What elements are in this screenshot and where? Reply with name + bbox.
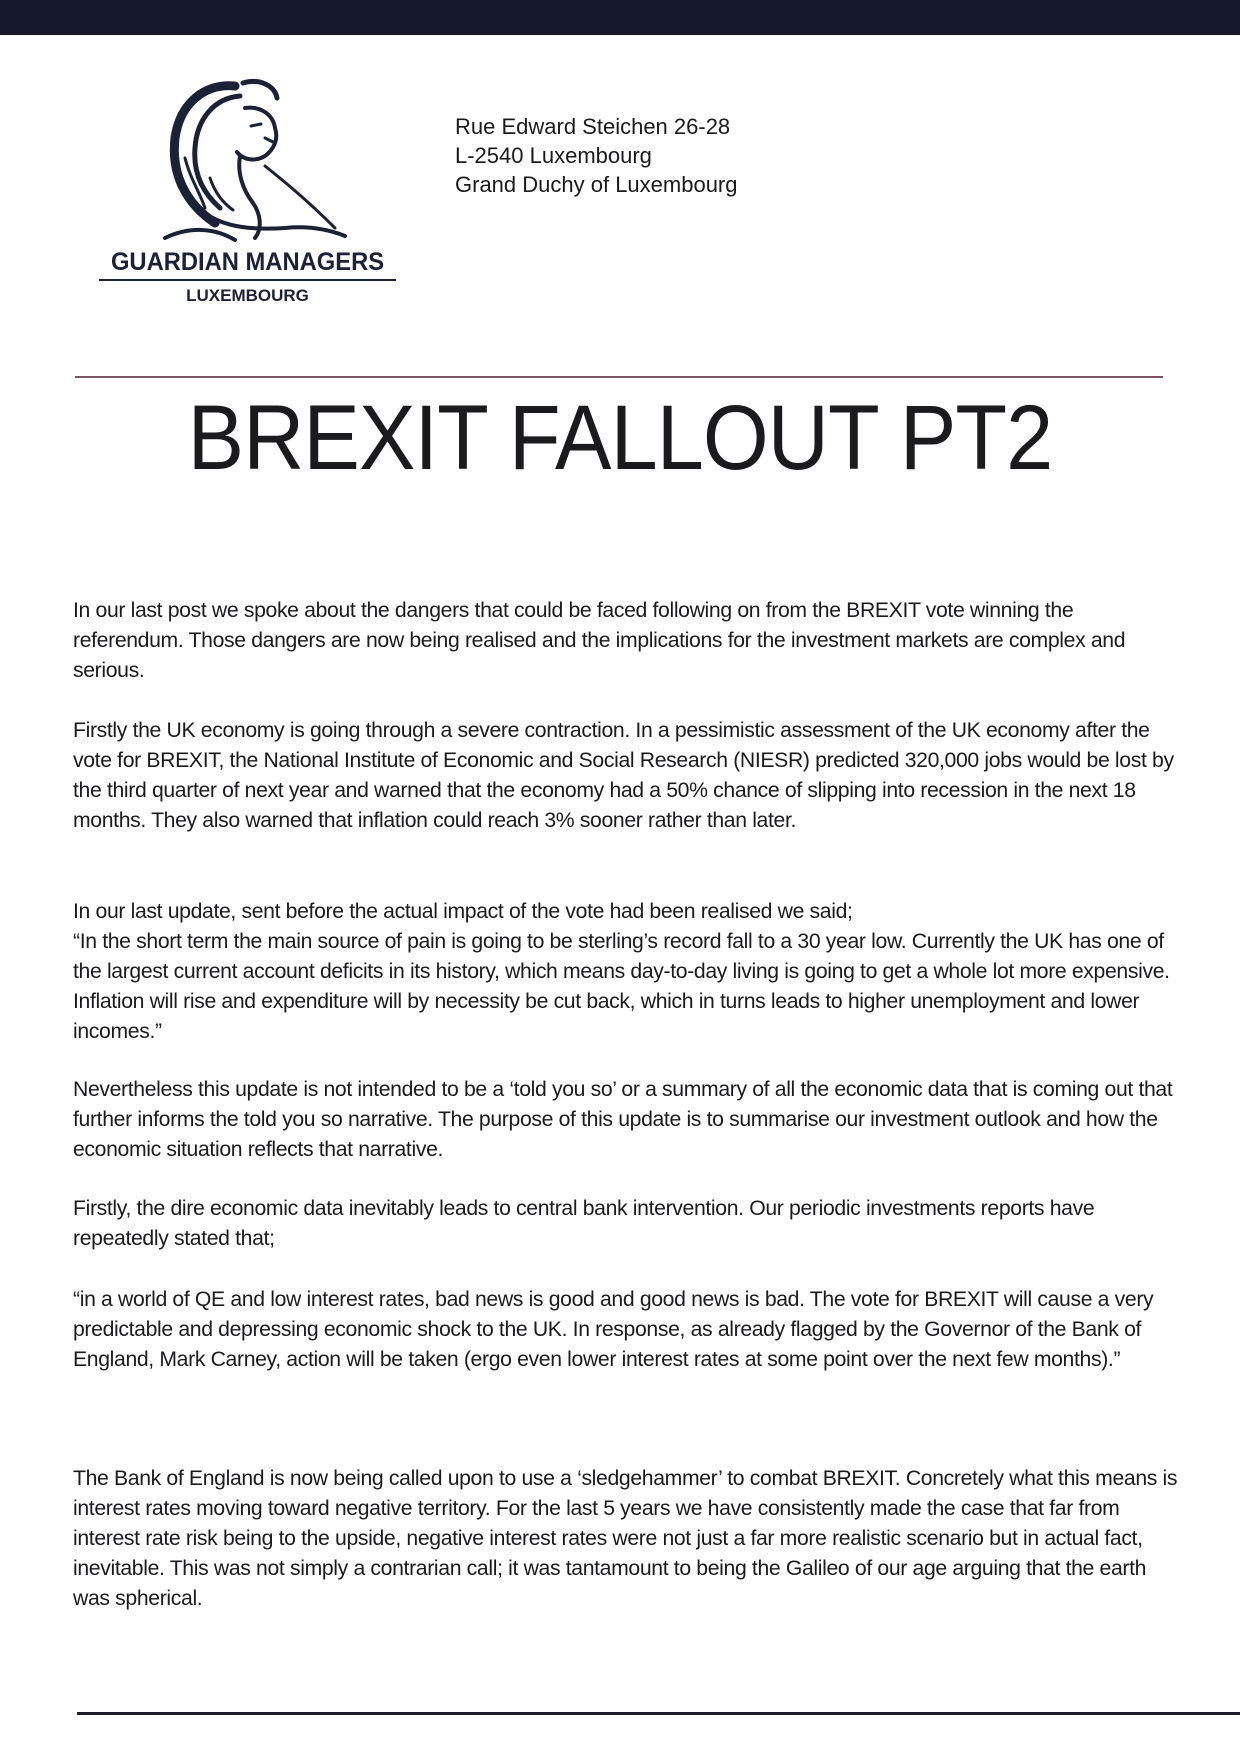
company-address xyxy=(455,112,738,199)
company-logo xyxy=(95,78,400,313)
address-line-2: L-2540 Luxembourg xyxy=(455,143,652,168)
paragraph-nevertheless: Nevertheless this update is not intended to be a ‘told you so’ or a summary of all the economic data that is coming out that further informs the told you so narrative. The purpose of this update is to summarise our investment outlook and how the economic situation reflects that narrative. xyxy=(73,1078,1173,1161)
address-line-3: Grand Duchy of Luxembourg xyxy=(455,172,738,197)
logo-company-name: GUARDIAN MANAGERS xyxy=(110,248,385,276)
top-bar xyxy=(0,0,1240,35)
paragraph-intro: In our last post we spoke about the dangers that could be faced following on from the BREXIT vote winning the referendum. Those dangers are now being realised and the implications for the investment markets are complex and serious. xyxy=(73,599,1126,682)
logo-divider xyxy=(99,279,396,281)
document-title: BREXIT FALLOUT PT2 xyxy=(187,387,1053,489)
address-line-1: Rue Edward Steichen 26-28 xyxy=(455,114,731,139)
quote-qe: “in a world of QE and low interest rates, bad news is good and good news is bad. The vote for BREXIT will cause a very predictable and depressing economic shock to the UK. In response, as already flagged by the Governor of the Bank of England, Mark Carney, action will be taken (ergo even lower interest rates at some point over the next few months).” xyxy=(73,1288,1154,1371)
lion-icon xyxy=(145,78,355,253)
quote-sterling: “In the short term the main source of pain is going to be sterling’s record fall to a 30 year low. Currently the UK has one of the largest current account deficits in its history, which means day-to-day living is going to get a whole lot more expensive. Inflation will rise and expenditure will by necessity be cut back, which in turns leads to higher unemployment and lower incomes.” xyxy=(73,930,1170,1043)
paragraph-last-update: In our last update, sent before the actual impact of the vote had been realised we said; xyxy=(73,900,853,923)
paragraph-bank-of-england: The Bank of England is now being called upon to use a ‘sledgehammer’ to combat BREXIT. Concretely what this means is interest rates moving toward negative territory. For the last 5 years we have consistently made the case that far from interest rate risk being to the upside, negative interest rates were not just a far more realistic scenario but in actual fact, inevitable. This was not simply a contrarian call; it was tantamount to being the Galileo of our age arguing that the earth was spherical. xyxy=(73,1467,1178,1610)
logo-subtitle: LUXEMBOURG xyxy=(186,286,309,305)
footer-divider xyxy=(77,1712,1240,1715)
header-divider xyxy=(75,376,1163,378)
paragraph-central-bank: Firstly, the dire economic data inevitably leads to central bank intervention. Our periodic investments reports have repeatedly stated that; xyxy=(73,1197,1095,1250)
paragraph-uk-economy: Firstly the UK economy is going through a severe contraction. In a pessimistic assessment of the UK economy after the vote for BREXIT, the National Institute of Economic and Social Research (NIESR) predicted 320,000 jobs would be lost by the third quarter of next year and warned that the economy had a 50% chance of slipping into recession in the next 18 months. They also warned that inflation could reach 3% sooner rather than later. xyxy=(73,719,1174,832)
